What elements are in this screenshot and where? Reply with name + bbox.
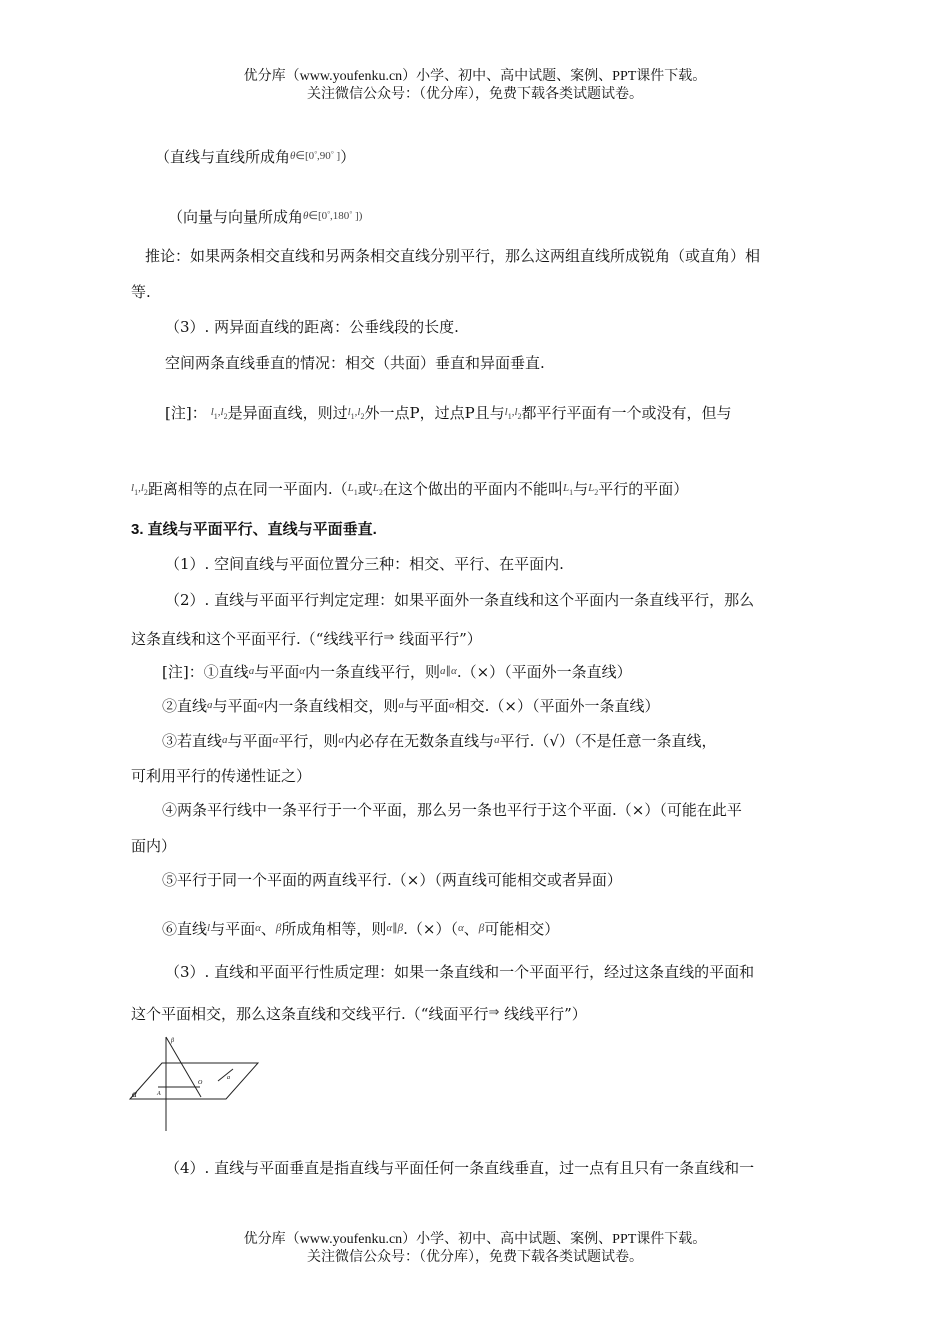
note-skew-lines-line-2: $^l1^{,l}2$距离相等的点在同一平面内.（$^L$1或$^L$2在这个做出的平面内不能叫$^L$1与$^L$2平行的平面） xyxy=(131,480,689,498)
section-3-title: 3. 直线与平面平行、直线与平面垂直. xyxy=(131,521,377,538)
item3-distance: （3）. 两异面直线的距离：公垂线段的长度. xyxy=(165,318,459,336)
line-plane-parallel-figure xyxy=(128,1035,263,1135)
label-alpha: α xyxy=(132,1089,137,1099)
perpendicular-cases: 空间两条直线垂直的情况：相交（共面）垂直和异面垂直. xyxy=(165,354,545,372)
corollary-line-1: 推论：如果两条相交直线和另两条相交直线分别平行，那么这两组直线所成锐角（或直角）相 xyxy=(145,247,761,265)
note-1: [注]：①直线$^a$与平面$^\alpha$内一条直线平行，则$^{a\parallel\alpha}$.（×）（平面外一条直线） xyxy=(162,663,632,681)
footer-line-1: 优分库（www.youfenku.cn）小学、初中、高中试题、案例、PPT课件下载。 xyxy=(243,1232,707,1247)
s3-item-1: （1）. 空间直线与平面位置分三种：相交、平行、在平面内. xyxy=(165,555,564,573)
plane-beta-edge xyxy=(166,1037,201,1097)
angle-range-line: （直线与直线所成角$^{\theta\in[0^\circ,90^\circ}$ ]） xyxy=(155,148,356,166)
header-line-2: 关注微信公众号：（优分库），免费下载各类试题试卷。 xyxy=(307,87,643,102)
note-2: ②直线$^a$与平面$^\alpha$内一条直线相交，则$^a$与平面$^\alpha$相交.（×）（平面外一条直线） xyxy=(162,697,660,715)
note-3-line-2: 可利用平行的传递性证之） xyxy=(131,767,312,785)
note-6: ⑥直线$^l$与平面$^\alpha$、$^\beta$所成角相等，则$^{\alpha\parallel\beta}$.（×）（$^\alpha$、$^\beta$可能相交） xyxy=(162,920,560,938)
s3-item-2-line-1: （2）. 直线与平面平行判定定理：如果平面外一条直线和这个平面内一条直线平行，那么 xyxy=(165,591,755,609)
note-3-line-1: ③若直线$^a$与平面$^\alpha$平行，则$^\alpha$内必存在无数条直线与$^a$平行.（√）（不是任意一条直线， xyxy=(162,732,717,750)
line-a xyxy=(218,1069,233,1081)
note-skew-lines-line-1: [注]： $^l1^{,l}2$是异面直线，则过$^l1^{,l}2$外一点P，过点P且与$^l1^{,l}2$都平行平面有一个或没有，但与 xyxy=(165,404,732,422)
note-4-line-2: 面内） xyxy=(131,837,177,855)
footer-line-2: 关注微信公众号：（优分库），免费下载各类试题试卷。 xyxy=(307,1250,643,1265)
s3-item-3-line-1: （3）. 直线和平面平行性质定理：如果一条直线和一个平面平行，经过这条直线的平面和 xyxy=(165,963,755,981)
note-5: ⑤平行于同一个平面的两直线平行.（×）（两直线可能相交或者异面） xyxy=(162,871,622,889)
label-a: a xyxy=(227,1075,230,1081)
s3-item-3-line-2: 这个平面相交，那么这条直线和交线平行.（“线面平行⇒ 线线平行”） xyxy=(131,1004,587,1023)
s3-item-2-line-2: 这条直线和这个平面平行.（“线线平行⇒ 线面平行”） xyxy=(131,629,482,648)
header-line-1: 优分库（www.youfenku.cn）小学、初中、高中试题、案例、PPT课件下载。 xyxy=(243,69,707,84)
label-A: A xyxy=(157,1091,161,1097)
plane-alpha xyxy=(130,1063,258,1099)
vector-angle-range-line: （向量与向量所成角$^{\theta\in[0^\circ,180^\circ}$ ]) xyxy=(168,208,363,226)
corollary-line-2: 等. xyxy=(131,283,151,301)
s3-item-4: （4）. 直线与平面垂直是指直线与平面任何一条直线垂直，过一点有且只有一条直线和一 xyxy=(165,1159,755,1177)
note-4-line-1: ④两条平行线中一条平行于一个平面，那么另一条也平行于这个平面.（×）（可能在此平 xyxy=(162,801,742,819)
label-beta: β xyxy=(171,1038,174,1044)
label-O: O xyxy=(198,1080,203,1086)
